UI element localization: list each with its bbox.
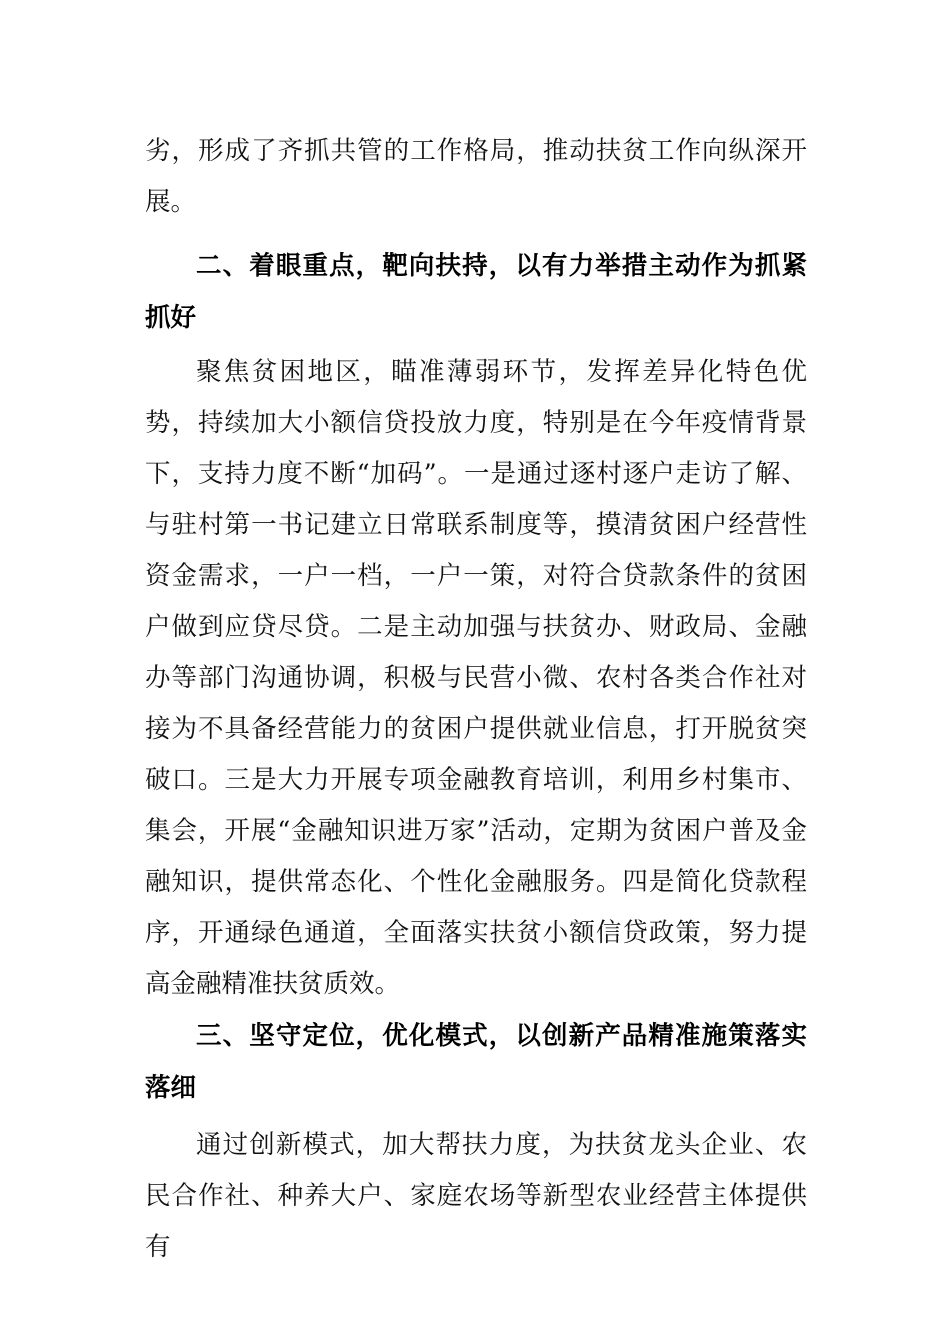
section-heading-3: 三、坚守定位，优化模式，以创新产品精准施策落实落细 [145, 1021, 807, 1103]
body-paragraph-section-2: 聚焦贫困地区，瞄准薄弱环节，发挥差异化特色优势，持续加大小额信贷投放力度，特别是在今年疫情背景下，支持力度不断“加码”。一是通过逐村逐户走访了解、与驻村第一书记建立日常联系制度等，摸清贫困户经营性资金需求，一户一档，一户一策，对符合贷款条件的贫困户做到应贷尽贷。二是主动加强与扶贫办、财政局、金融办等部门沟通协调，积极与民营小微、农村各类合作社对接为不具备经营能力的贫困户提供就业信息，打开脱贫突破口。三是大力开展专项金融教育培训，利用乡村集市、集会，开展“金融知识进万家”活动，定期为贫困户普及金融知识，提供常态化、个性化金融服务。四是简化贷款程序，开通绿色通道，全面落实扶贫小额信贷政策，努力提高金融精准扶贫质效。 [145, 357, 807, 999]
body-paragraph-section-3: 通过创新模式，加大帮扶力度，为扶贫龙头企业、农民合作社、种养大户、家庭农场等新型农业经营主体提供有 [145, 1130, 807, 1262]
body-paragraph-continued: 劣，形成了齐抓共管的工作格局，推动扶贫工作向纵深开展。 [145, 136, 807, 217]
section-heading-2: 二、着眼重点，靶向扶持，以有力举措主动作为抓紧抓好 [145, 251, 807, 333]
